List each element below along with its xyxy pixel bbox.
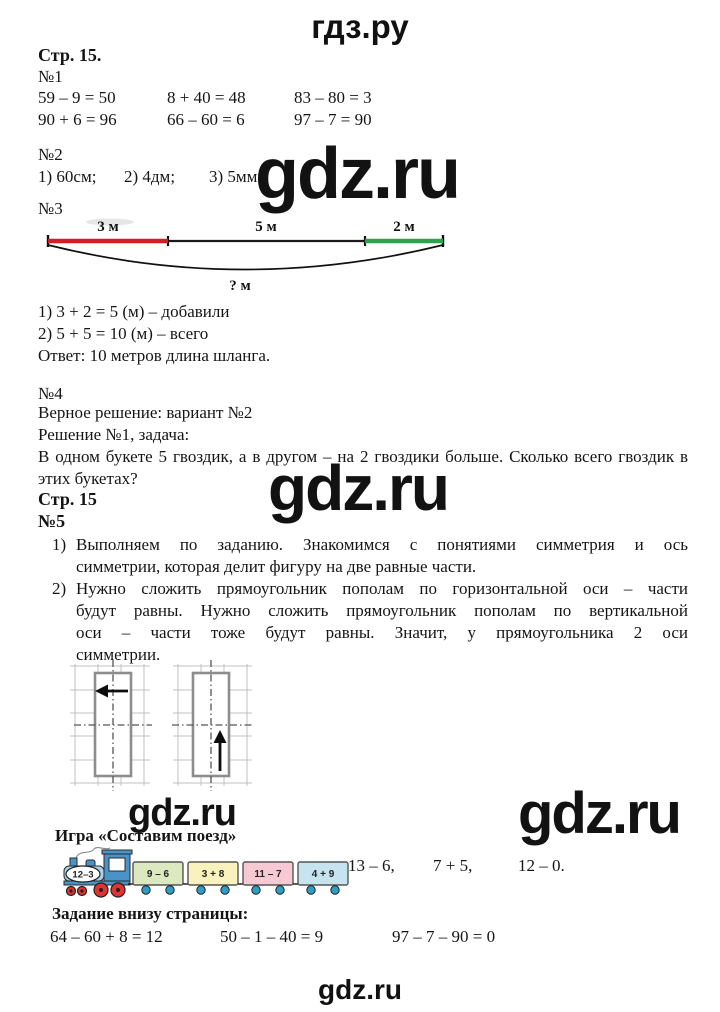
game-equation: 13 – 6, — [348, 856, 395, 875]
watermark-gdz: gdz.ru — [255, 134, 459, 214]
task4-line: Верное решение: вариант №2 — [38, 403, 253, 422]
segment-2m-label: 2 м — [393, 219, 415, 235]
page-title: Стр. 15. — [38, 45, 102, 65]
page-title-2: Стр. 15 — [38, 489, 97, 509]
task4-label: №4 — [38, 384, 63, 403]
task3-label: №3 — [38, 199, 63, 218]
train-car — [183, 862, 238, 894]
wheel — [166, 886, 174, 894]
wheel-hub — [69, 889, 72, 892]
train-car — [238, 862, 293, 894]
train-car — [293, 862, 348, 894]
task2-label: №2 — [38, 145, 63, 164]
task4-problem-text: этих букетах? — [38, 469, 138, 488]
car-label: 9 – 6 — [146, 869, 170, 880]
wheel — [142, 886, 150, 894]
game-title: Игра «Составим поезд» — [55, 826, 237, 845]
task4-problem-text: В одном букете 5 гвоздик, а в другом – на 2 гвоздики больше. Сколько всего гвоздик в — [38, 447, 688, 466]
bottom-task-equation: 50 – 1 – 40 = 9 — [220, 927, 324, 946]
task1-equation: 59 – 9 = 50 — [38, 88, 116, 107]
segment-3m-label: 3 м — [97, 219, 119, 235]
wheel-hub — [116, 888, 120, 892]
train-illustration — [60, 845, 350, 903]
wheel-hub — [99, 888, 103, 892]
wheel — [331, 886, 339, 894]
task2-answer: 1) 60см; — [38, 167, 97, 186]
game-equation: 7 + 5, — [433, 856, 473, 875]
list-item-text: оси – части тоже будут равны. Значит, у прямоугольника 2 оси — [76, 623, 688, 642]
task5-label: №5 — [38, 511, 66, 531]
locomotive — [64, 850, 132, 897]
task3-answer: Ответ: 10 метров длина шланга. — [38, 346, 271, 365]
wheel — [276, 886, 284, 894]
list-item-text: Выполняем по заданию. Знакомимся с понятиями симметрия и ось — [76, 535, 688, 554]
list-item-number: 1) — [52, 535, 67, 554]
wheel-hub — [80, 889, 83, 892]
task2-answer: 2) 4дм; — [124, 167, 176, 186]
wheel — [307, 886, 315, 894]
task1-equation: 83 – 80 = 3 — [294, 88, 372, 107]
bottom-task-equation: 97 – 7 – 90 = 0 — [392, 927, 496, 946]
segment-diagram — [40, 214, 450, 296]
locomotive-label: 12–3 — [72, 869, 94, 881]
bottom-task-equation: 64 – 60 + 8 = 12 — [50, 927, 163, 946]
cab-window — [109, 858, 125, 871]
train-car — [128, 862, 183, 894]
bottom-task-title: Задание внизу страницы: — [52, 904, 249, 923]
task1-label: №1 — [38, 67, 63, 86]
task1-equation: 97 – 7 = 90 — [294, 110, 372, 129]
list-item-text: Нужно сложить прямоугольник пополам по горизонтальной оси – части — [76, 579, 688, 598]
car-label: 11 – 7 — [254, 869, 282, 880]
watermark-gdz: gdz.ru — [128, 792, 236, 834]
task3-step: 1) 3 + 2 = 5 (м) – добавили — [38, 302, 230, 321]
wheel — [197, 886, 205, 894]
wheel — [252, 886, 260, 894]
site-logo-header: гдз.ру — [311, 8, 409, 45]
list-item-number: 2) — [52, 579, 67, 598]
list-item-text: симметрии. — [76, 645, 161, 664]
car-label: 3 + 8 — [201, 869, 225, 880]
watermark-gdz: gdz.ru — [268, 452, 448, 524]
list-item-text: симметрии, которая делит фигуру на две равные части. — [76, 557, 477, 576]
game-equation: 12 – 0. — [518, 856, 565, 875]
cab-roof — [102, 850, 132, 854]
task1-equation: 8 + 40 = 48 — [167, 88, 246, 107]
list-item-text: будут равны. Нужно сложить прямоугольник пополам по вертикальной — [76, 601, 688, 620]
task2-answer: 3) 5мм — [209, 167, 258, 186]
wheel — [221, 886, 229, 894]
watermark-gdz: gdz.ru — [518, 781, 680, 846]
question-length-label: ? м — [229, 278, 251, 294]
car-label: 4 + 9 — [311, 869, 335, 880]
task3-step: 2) 5 + 5 = 10 (м) – всего — [38, 324, 209, 343]
segment-5m-label: 5 м — [255, 219, 277, 235]
task4-line: Решение №1, задача: — [38, 425, 190, 444]
total-length-curve — [48, 245, 443, 270]
task1-equation: 66 – 60 = 6 — [167, 110, 245, 129]
task1-equation: 90 + 6 = 96 — [38, 110, 117, 129]
site-logo-footer: gdz.ru — [318, 974, 402, 1005]
symmetry-figures — [68, 658, 258, 794]
